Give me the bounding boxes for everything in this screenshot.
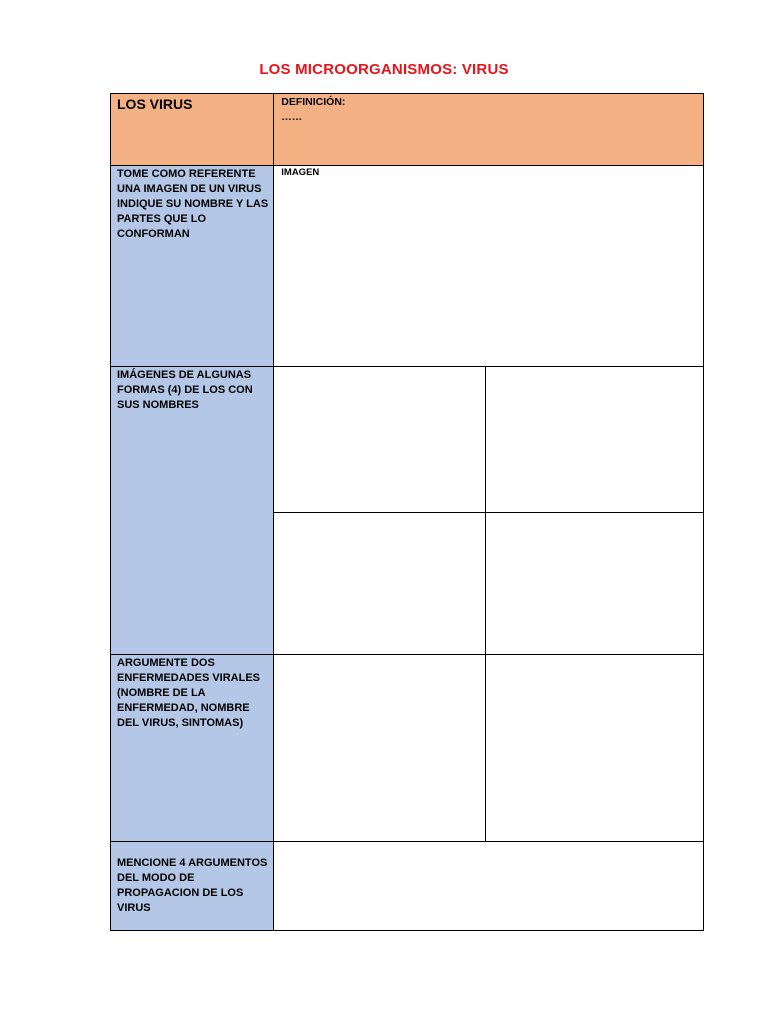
prompt-text: IMÁGENES DE ALGUNAS FORMAS (4) DE LOS CON SUS NOMBRES — [117, 369, 253, 411]
table-row — [111, 842, 704, 931]
form-image-cell-4[interactable] — [485, 513, 703, 655]
definition-label: DEFINICIÓN: — [281, 96, 346, 108]
prompt-cell — [111, 655, 274, 842]
propagation-answer-cell[interactable] — [274, 842, 704, 931]
table-row — [111, 166, 704, 367]
image-label: IMAGEN — [281, 167, 320, 178]
topic-heading: LOS VIRUS — [117, 96, 193, 112]
document-title: LOS MICROORGANISMOS: VIRUS — [259, 61, 509, 78]
disease-answer-cell-1[interactable] — [274, 655, 485, 842]
form-image-cell-2[interactable] — [485, 367, 703, 513]
prompt-text: ARGUMENTE DOS ENFERMEDADES VIRALES (NOMBRE DE LA ENFERMEDAD, NOMBRE DEL VIRUS, SINTOMAS) — [117, 657, 261, 729]
definition-value: …… — [281, 111, 303, 123]
header-row — [111, 94, 704, 166]
worksheet-table — [110, 93, 704, 931]
prompt-cell — [111, 842, 274, 931]
image-answer-cell[interactable] — [274, 166, 704, 367]
prompt-cell — [111, 166, 274, 367]
disease-answer-cell-2[interactable] — [485, 655, 703, 842]
prompt-text: MENCIONE 4 ARGUMENTOS DEL MODO DE PROPAGACION DE LOS VIRUS — [117, 857, 268, 914]
form-image-cell-1[interactable] — [274, 367, 485, 513]
definition-cell[interactable] — [274, 94, 704, 166]
topic-cell — [111, 94, 274, 166]
prompt-cell — [111, 367, 274, 655]
table-row — [111, 367, 704, 513]
form-image-cell-3[interactable] — [274, 513, 485, 655]
prompt-text: TOME COMO REFERENTE UNA IMAGEN DE UN VIRUS INDIQUE SU NOMBRE Y LAS PARTES QUE LO CONFORMAN — [117, 168, 269, 240]
table-row — [111, 655, 704, 842]
